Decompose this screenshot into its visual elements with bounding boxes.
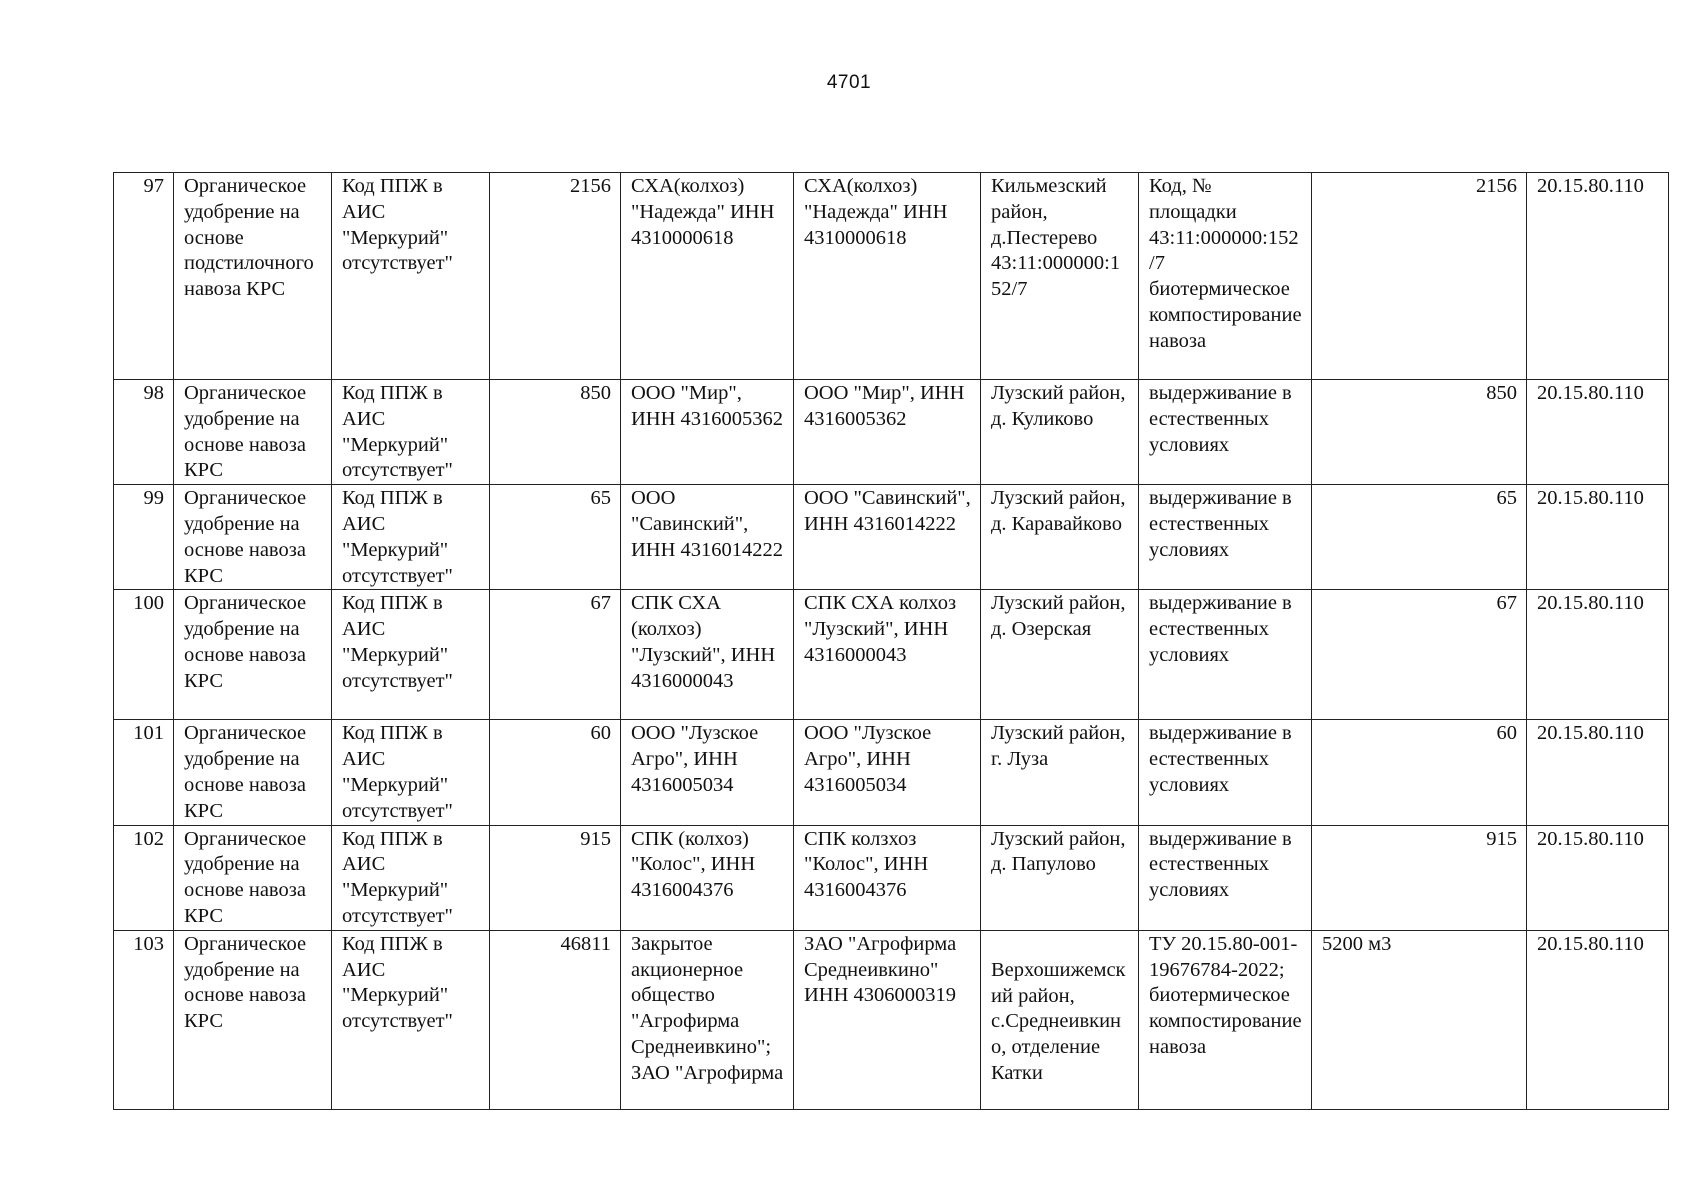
- technology: ТУ 20.15.80-001-19676784-2022; биотермическое компостирование навоза: [1139, 930, 1312, 1109]
- quantity-total: [1312, 380, 1527, 485]
- owner: ООО "Лузское Агро", ИНН 4316005034: [794, 720, 981, 825]
- table-row: [114, 485, 1669, 590]
- row-number: 100: [114, 590, 174, 720]
- quantity-value: 65: [1496, 487, 1517, 510]
- row-number: 103: [114, 930, 174, 1109]
- mercury-code: Код ППЖ в АИС "Меркурий" отсутствует": [332, 590, 490, 720]
- quantity: 915: [490, 825, 621, 930]
- technology: выдерживание в естественных условиях: [1139, 590, 1312, 720]
- table-row: [114, 590, 1669, 720]
- owner: СХА(колхоз) "Надежда" ИНН 4310000618: [794, 173, 981, 380]
- table-row: [114, 825, 1669, 930]
- producer: Закрытое акционерное общество "Агрофирма Среднеивкино"; ЗАО "Агрофирма: [621, 930, 794, 1109]
- quantity: 67: [490, 590, 621, 720]
- location: Лузский район, д. Папулово: [981, 825, 1139, 930]
- producer: СПК (колхоз) "Колос", ИНН 4316004376: [621, 825, 794, 930]
- row-number: 102: [114, 825, 174, 930]
- row-number: 98: [114, 380, 174, 485]
- quantity: 65: [490, 485, 621, 590]
- technology: выдерживание в естественных условиях: [1139, 485, 1312, 590]
- quantity-total: [1312, 720, 1527, 825]
- mercury-code: Код ППЖ в АИС "Меркурий" отсутствует": [332, 930, 490, 1109]
- okpd-code: 20.15.80.110: [1527, 590, 1669, 720]
- okpd-code: 20.15.80.110: [1527, 485, 1669, 590]
- table-row: [114, 930, 1669, 1109]
- producer: ООО "Мир", ИНН 4316005362: [621, 380, 794, 485]
- mercury-code: Код ППЖ в АИС "Меркурий" отсутствует": [332, 173, 490, 380]
- producer: ООО "Лузское Агро", ИНН 4316005034: [621, 720, 794, 825]
- owner: ООО "Савинский", ИНН 4316014222: [794, 485, 981, 590]
- quantity-total: [1312, 590, 1527, 720]
- owner: СПК СХА колхоз "Лузский", ИНН 4316000043: [794, 590, 981, 720]
- okpd-code: 20.15.80.110: [1527, 825, 1669, 930]
- table-row: [114, 173, 1669, 380]
- quantity-total: [1312, 930, 1527, 1109]
- product-name: Органическое удобрение на основе навоза КРС: [174, 825, 332, 930]
- location: Лузский район, д. Озерская: [981, 590, 1139, 720]
- okpd-code: 20.15.80.110: [1527, 173, 1669, 380]
- page-number: 4701: [826, 72, 872, 93]
- mercury-code: Код ППЖ в АИС "Меркурий" отсутствует": [332, 825, 490, 930]
- quantity-value: 60: [1496, 722, 1517, 745]
- product-name: Органическое удобрение на основе подстилочного навоза КРС: [174, 173, 332, 380]
- quantity-total: [1312, 825, 1527, 930]
- quantity-value: 2156: [1476, 175, 1517, 197]
- quantity: 2156: [490, 173, 621, 380]
- quantity-value: 850: [1486, 382, 1517, 404]
- quantity-value: 67: [1496, 592, 1517, 615]
- quantity-value: 915: [1486, 827, 1517, 850]
- row-number: 101: [114, 720, 174, 825]
- location: Лузский район, д. Каравайково: [981, 485, 1139, 590]
- location: Кильмезский район, д.Пестерево 43:11:000000:152/7: [981, 173, 1139, 380]
- table-row: [114, 720, 1669, 825]
- quantity: 46811: [490, 930, 621, 1109]
- quantity: 850: [490, 380, 621, 485]
- location: Верхошижемский район, с.Среднеивкино, отделение Катки: [981, 930, 1139, 1109]
- product-name: Органическое удобрение на основе навоза КРС: [174, 590, 332, 720]
- mercury-code: Код ППЖ в АИС "Меркурий" отсутствует": [332, 720, 490, 825]
- okpd-code: 20.15.80.110: [1527, 380, 1669, 485]
- product-name: Органическое удобрение на основе навоза КРС: [174, 720, 332, 825]
- location: Лузский район, г. Луза: [981, 720, 1139, 825]
- registry-table: [113, 172, 1669, 1110]
- table-row: [114, 380, 1669, 485]
- producer: ООО "Савинский", ИНН 4316014222: [621, 485, 794, 590]
- producer: СПК СХА (колхоз) "Лузский", ИНН 4316000043: [621, 590, 794, 720]
- product-name: Органическое удобрение на основе навоза КРС: [174, 380, 332, 485]
- quantity-total: [1312, 485, 1527, 590]
- owner: СПК колзхоз "Колос", ИНН 4316004376: [794, 825, 981, 930]
- volume: 5200 м3: [1322, 932, 1392, 955]
- location: Лузский район, д. Куликово: [981, 380, 1139, 485]
- product-name: Органическое удобрение на основе навоза КРС: [174, 930, 332, 1109]
- quantity: 60: [490, 720, 621, 825]
- mercury-code: Код ППЖ в АИС "Меркурий" отсутствует": [332, 485, 490, 590]
- okpd-code: 20.15.80.110: [1527, 720, 1669, 825]
- owner: ЗАО "Агрофирма Среднеивкино" ИНН 4306000319: [794, 930, 981, 1109]
- owner: ООО "Мир", ИНН 4316005362: [794, 380, 981, 485]
- quantity-total: [1312, 173, 1527, 380]
- okpd-code: 20.15.80.110: [1527, 930, 1669, 1109]
- producer: СХА(колхоз) "Надежда" ИНН 4310000618: [621, 173, 794, 380]
- mercury-code: Код ППЖ в АИС "Меркурий" отсутствует": [332, 380, 490, 485]
- technology: Код, № площадки 43:11:000000:152/7 биотермическое компостирование навоза: [1139, 173, 1312, 380]
- row-number: 97: [114, 173, 174, 380]
- technology: выдерживание в естественных условиях: [1139, 825, 1312, 930]
- technology: выдерживание в естественных условиях: [1139, 380, 1312, 485]
- product-name: Органическое удобрение на основе навоза КРС: [174, 485, 332, 590]
- row-number: 99: [114, 485, 174, 590]
- technology: выдерживание в естественных условиях: [1139, 720, 1312, 825]
